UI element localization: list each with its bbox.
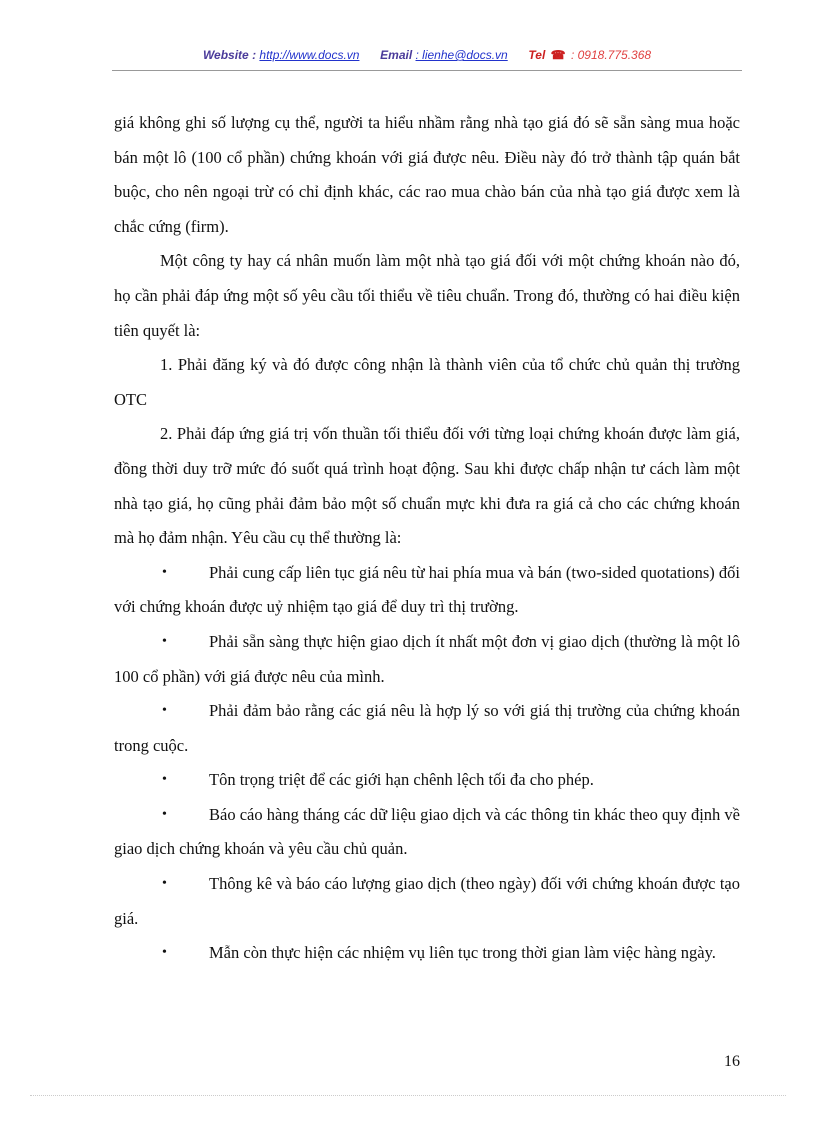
- website-link[interactable]: http://www.docs.vn: [259, 48, 360, 62]
- bullet-dot: •: [162, 806, 167, 822]
- bullet-item: [114, 936, 740, 971]
- bullet-dot: •: [162, 772, 167, 788]
- bullet-text: Phải cung cấp liên tục giá nêu từ hai phía mua và bán (two-sided quotations) đối với chứng khoán được uỷ nhiệm tạo giá để duy trì thị trường.: [114, 562, 740, 617]
- paragraph-condition-2: 2. Phải đáp ứng giá trị vốn thuần tối thiểu đối với từng loại chứng khoán được làm giá, đồng thời duy trỡ mức đó suốt quá trình hoạt động. Sau khi được chấp nhận tư cách làm một nhà tạo giá, họ cũng phải đảm bảo một số chuẩn mực khi đưa ra giá cả cho các chứng khoán mà họ đảm nhận. Yêu cầu cụ thể thường là:: [114, 424, 740, 548]
- bullet-text: Phải sẵn sàng thực hiện giao dịch ít nhất một đơn vị giao dịch (thường là một lô 100 cổ phần) với giá được nêu của mình.: [114, 631, 740, 686]
- page-number: 16: [724, 1053, 740, 1070]
- bullet-text: Mẫn còn thực hiện các nhiệm vụ liên tục trong thời gian làm việc hàng ngày.: [209, 943, 716, 963]
- bullet-dot: •: [162, 703, 167, 719]
- bullet-text: Thông kê và báo cáo lượng giao dịch (theo ngày) đối với chứng khoán được tạo giá.: [114, 874, 740, 928]
- bullet-text: Tôn trọng triệt để các giới hạn chênh lệch tối đa cho phép.: [209, 770, 594, 790]
- paragraph-continuation: giá không ghi số lượng cụ thể, người ta hiểu nhầm rằng nhà tạo giá đó sẽ sẵn sàng mua hoặc bán một lô (100 cổ phần) chứng khoán với giá được nêu. Điều này đó trở thành tập quán bắt buộc, cho nên ngoại trừ có chỉ định khác, các rao mua chào bán của nhà tạo giá được xem là chắc cứng (firm).: [114, 113, 740, 236]
- bullet-dot: •: [162, 876, 167, 892]
- bullet-text: Phải đảm bảo rằng các giá nêu là hợp lý so với giá thị trường của chứng khoán trong cuộc.: [114, 701, 740, 755]
- paragraph-condition-1: 1. Phải đăng ký và đó được công nhận là thành viên của tổ chức chủ quản thị trường OTC: [114, 355, 740, 409]
- tel-label: Tel: [528, 48, 546, 62]
- page-header: [112, 48, 742, 62]
- website-label: Website :: [202, 48, 257, 62]
- bullet-item: [114, 798, 740, 867]
- header-divider: [112, 70, 742, 71]
- bullet-dot: •: [162, 945, 167, 961]
- email-label: Email: [380, 48, 413, 62]
- bullet-dot: •: [162, 564, 167, 580]
- paragraph-requirements-intro: Một công ty hay cá nhân muốn làm một nhà tạo giá đối với một chứng khoán nào đó, họ cần phải đáp ứng một số yêu cầu tối thiểu về tiêu chuẩn. Trong đó, thường có hai điều kiện tiên quyết là:: [114, 251, 740, 340]
- bullet-item: [114, 625, 740, 694]
- email-link[interactable]: : lienhe@docs.vn: [415, 48, 508, 62]
- bullet-text: Báo cáo hàng tháng các dữ liệu giao dịch và các thông tin khác theo quy định về giao dịch chứng khoán và yêu cầu chủ quản.: [114, 804, 740, 859]
- bullet-item: [114, 867, 740, 936]
- bullet-item: [114, 694, 740, 763]
- tel-value: : 0918.775.368: [570, 48, 652, 62]
- bullet-item: [114, 763, 740, 798]
- bullet-dot: •: [162, 633, 167, 649]
- telephone-icon: ☎: [550, 48, 566, 62]
- footer-divider: [30, 1095, 786, 1096]
- bullet-item: [114, 556, 740, 625]
- document-body: [114, 106, 740, 971]
